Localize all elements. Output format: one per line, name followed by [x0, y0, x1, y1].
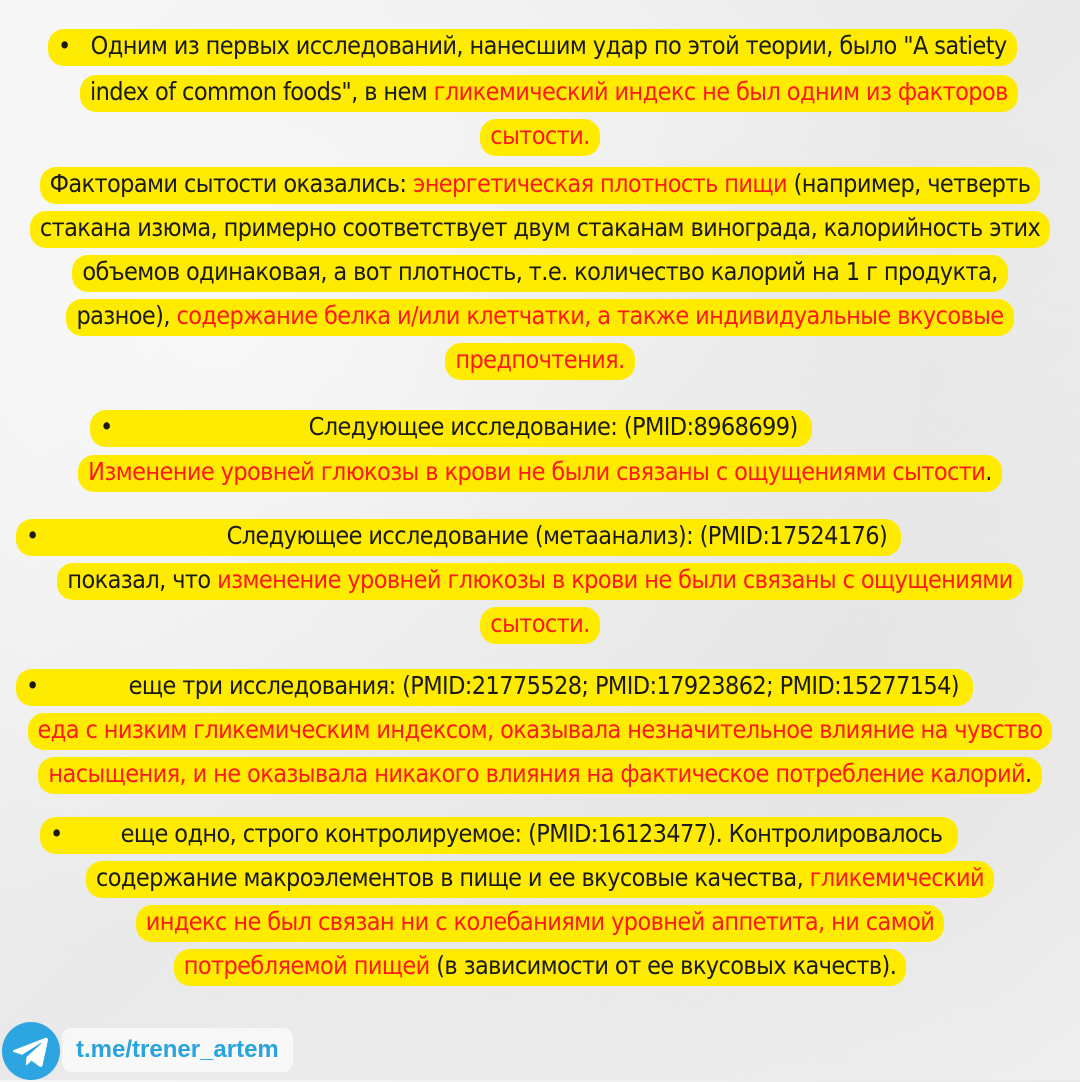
s4-line3: сытости. [0, 602, 1080, 646]
s1-line2: index of common foods", в нем гликемический индекс не был одним из факторов [80, 70, 1018, 114]
s2-line4: разное), содержание белка и/или клетчатки, а также индивидуальные вкусовые [0, 294, 1080, 338]
telegram-link[interactable]: t.me/trener_artem [62, 1028, 293, 1072]
s1-red-text: гликемический индекс не был одним из факторов [433, 77, 1008, 106]
s5-line3: насыщения, и не оказывала никакого влияния на фактическое потребление калорий. [0, 752, 1080, 796]
s4-line1: • Следующее исследование (метаанализ): (PMID:17524176) [16, 514, 901, 558]
s2-line5: предпочтения. [0, 338, 1080, 382]
s3-line2: Изменение уровней глюкозы в крови не были связаны с ощущениями сытости. [0, 450, 1080, 494]
s3-line1: • Следующее исследование: (PMID:8968699) [90, 405, 812, 449]
s1-line1 [48, 24, 1017, 68]
telegram-icon[interactable] [0, 1020, 62, 1082]
s2-line2: стакана изюма, примерно соответствует двум стаканам винограда, калорийность этих [0, 206, 1080, 250]
s6-line4: потребляемой пищей (в зависимости от ее вкусовых качеств). [0, 944, 1080, 988]
s2-line1: Факторами сытости оказались: энергетическая плотность пищи (например, четверть [0, 162, 1080, 206]
s6-line2: содержание макроэлементов в пище и ее вкусовые качества, гликемический [0, 856, 1080, 900]
s5-line1: • еще три исследования: (PMID:21775528; PMID:17923862; PMID:15277154) [16, 664, 973, 708]
s2-line3: объемов одинаковая, а вот плотность, т.е. количество калорий на 1 г продукта, [0, 250, 1080, 294]
s1-text: Одним из первых исследований, нанесшим удар по этой теории, было "A satiety [90, 31, 1007, 60]
s1-line3: сытости. [0, 114, 1080, 158]
s5-line2: еда с низким гликемическим индексом, оказывала незначительное влияние на чувство [0, 708, 1080, 752]
bullet: • [58, 31, 71, 60]
s4-line2: показал, что изменение уровней глюкозы в крови не были связаны с ощущениями [0, 558, 1080, 602]
s6-line3: индекс не был связан ни с колебаниями уровней аппетита, ни самой [0, 900, 1080, 944]
s6-line1: • еще одно, строго контролируемое: (PMID:16123477). Контролировалось [40, 812, 958, 856]
